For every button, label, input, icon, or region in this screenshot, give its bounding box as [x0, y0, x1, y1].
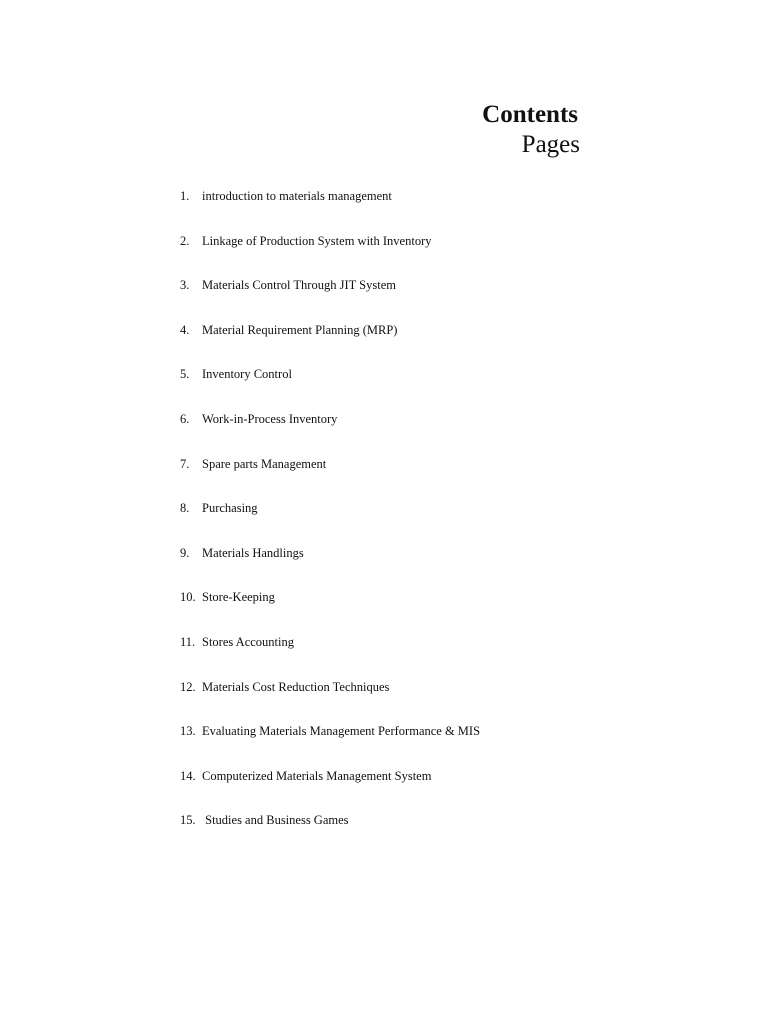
toc-entry-number: 4.	[180, 322, 190, 337]
contents-heading: Contents	[482, 101, 578, 128]
toc-entry-number: 1.	[180, 189, 190, 203]
toc-entry	[180, 587, 480, 632]
toc-entry-title: Store-Keeping	[202, 590, 275, 605]
toc-entry-title: Purchasing	[202, 501, 258, 516]
table-of-contents	[180, 186, 480, 855]
toc-entry-title: Evaluating Materials Management Performance & MIS	[202, 724, 481, 739]
toc-entry-title: Materials Handlings	[202, 545, 304, 560]
toc-entry-number: 7.	[180, 456, 190, 471]
toc-entry	[180, 810, 480, 855]
toc-entry	[180, 677, 480, 722]
toc-entry-number: 8.	[180, 501, 190, 516]
toc-entry-number: 5.	[180, 367, 190, 382]
toc-entry-number: 9.	[180, 545, 190, 560]
toc-entry-title: Material Requirement Planning (MRP)	[202, 322, 398, 337]
toc-entry-title: Materials Cost Reduction Techniques	[202, 679, 390, 694]
toc-entry-number: 11.	[180, 634, 196, 649]
toc-entry	[180, 275, 480, 320]
toc-entry-number: 15.	[180, 813, 196, 828]
toc-entry-number: 12.	[180, 679, 196, 694]
toc-entry-number: 14.	[180, 768, 196, 783]
toc-entry-title: Stores Accounting	[202, 634, 295, 649]
pages-subheading: Pages	[521, 131, 580, 158]
toc-entry-number: 10.	[180, 590, 196, 605]
toc-entry	[180, 632, 480, 677]
toc-entry-title: Computerized Materials Management System	[202, 768, 432, 783]
toc-entry-title: introduction to materials management	[202, 189, 392, 203]
toc-entry-title: Materials Control Through JIT System	[202, 278, 396, 293]
toc-entry-title: Inventory Control	[202, 367, 292, 382]
toc-entry	[180, 766, 480, 811]
toc-entry	[180, 320, 480, 365]
toc-entry	[180, 186, 480, 231]
toc-entry-number: 2.	[180, 233, 190, 248]
toc-entry-title: Spare parts Management	[202, 456, 327, 471]
toc-entry	[180, 454, 480, 499]
toc-entry-title: Studies and Business Games	[202, 813, 349, 828]
toc-entry-title: Linkage of Production System with Inventory	[202, 233, 432, 248]
toc-entry-title: Work-in-Process Inventory	[202, 411, 338, 426]
toc-entry	[180, 721, 480, 766]
toc-entry	[180, 364, 480, 409]
toc-entry	[180, 498, 480, 543]
toc-entry-number: 6.	[180, 411, 190, 426]
toc-entry-number: 3.	[180, 278, 190, 293]
toc-entry	[180, 231, 480, 276]
toc-entry	[180, 543, 480, 588]
toc-entry	[180, 409, 480, 454]
toc-entry-number: 13.	[180, 724, 196, 739]
